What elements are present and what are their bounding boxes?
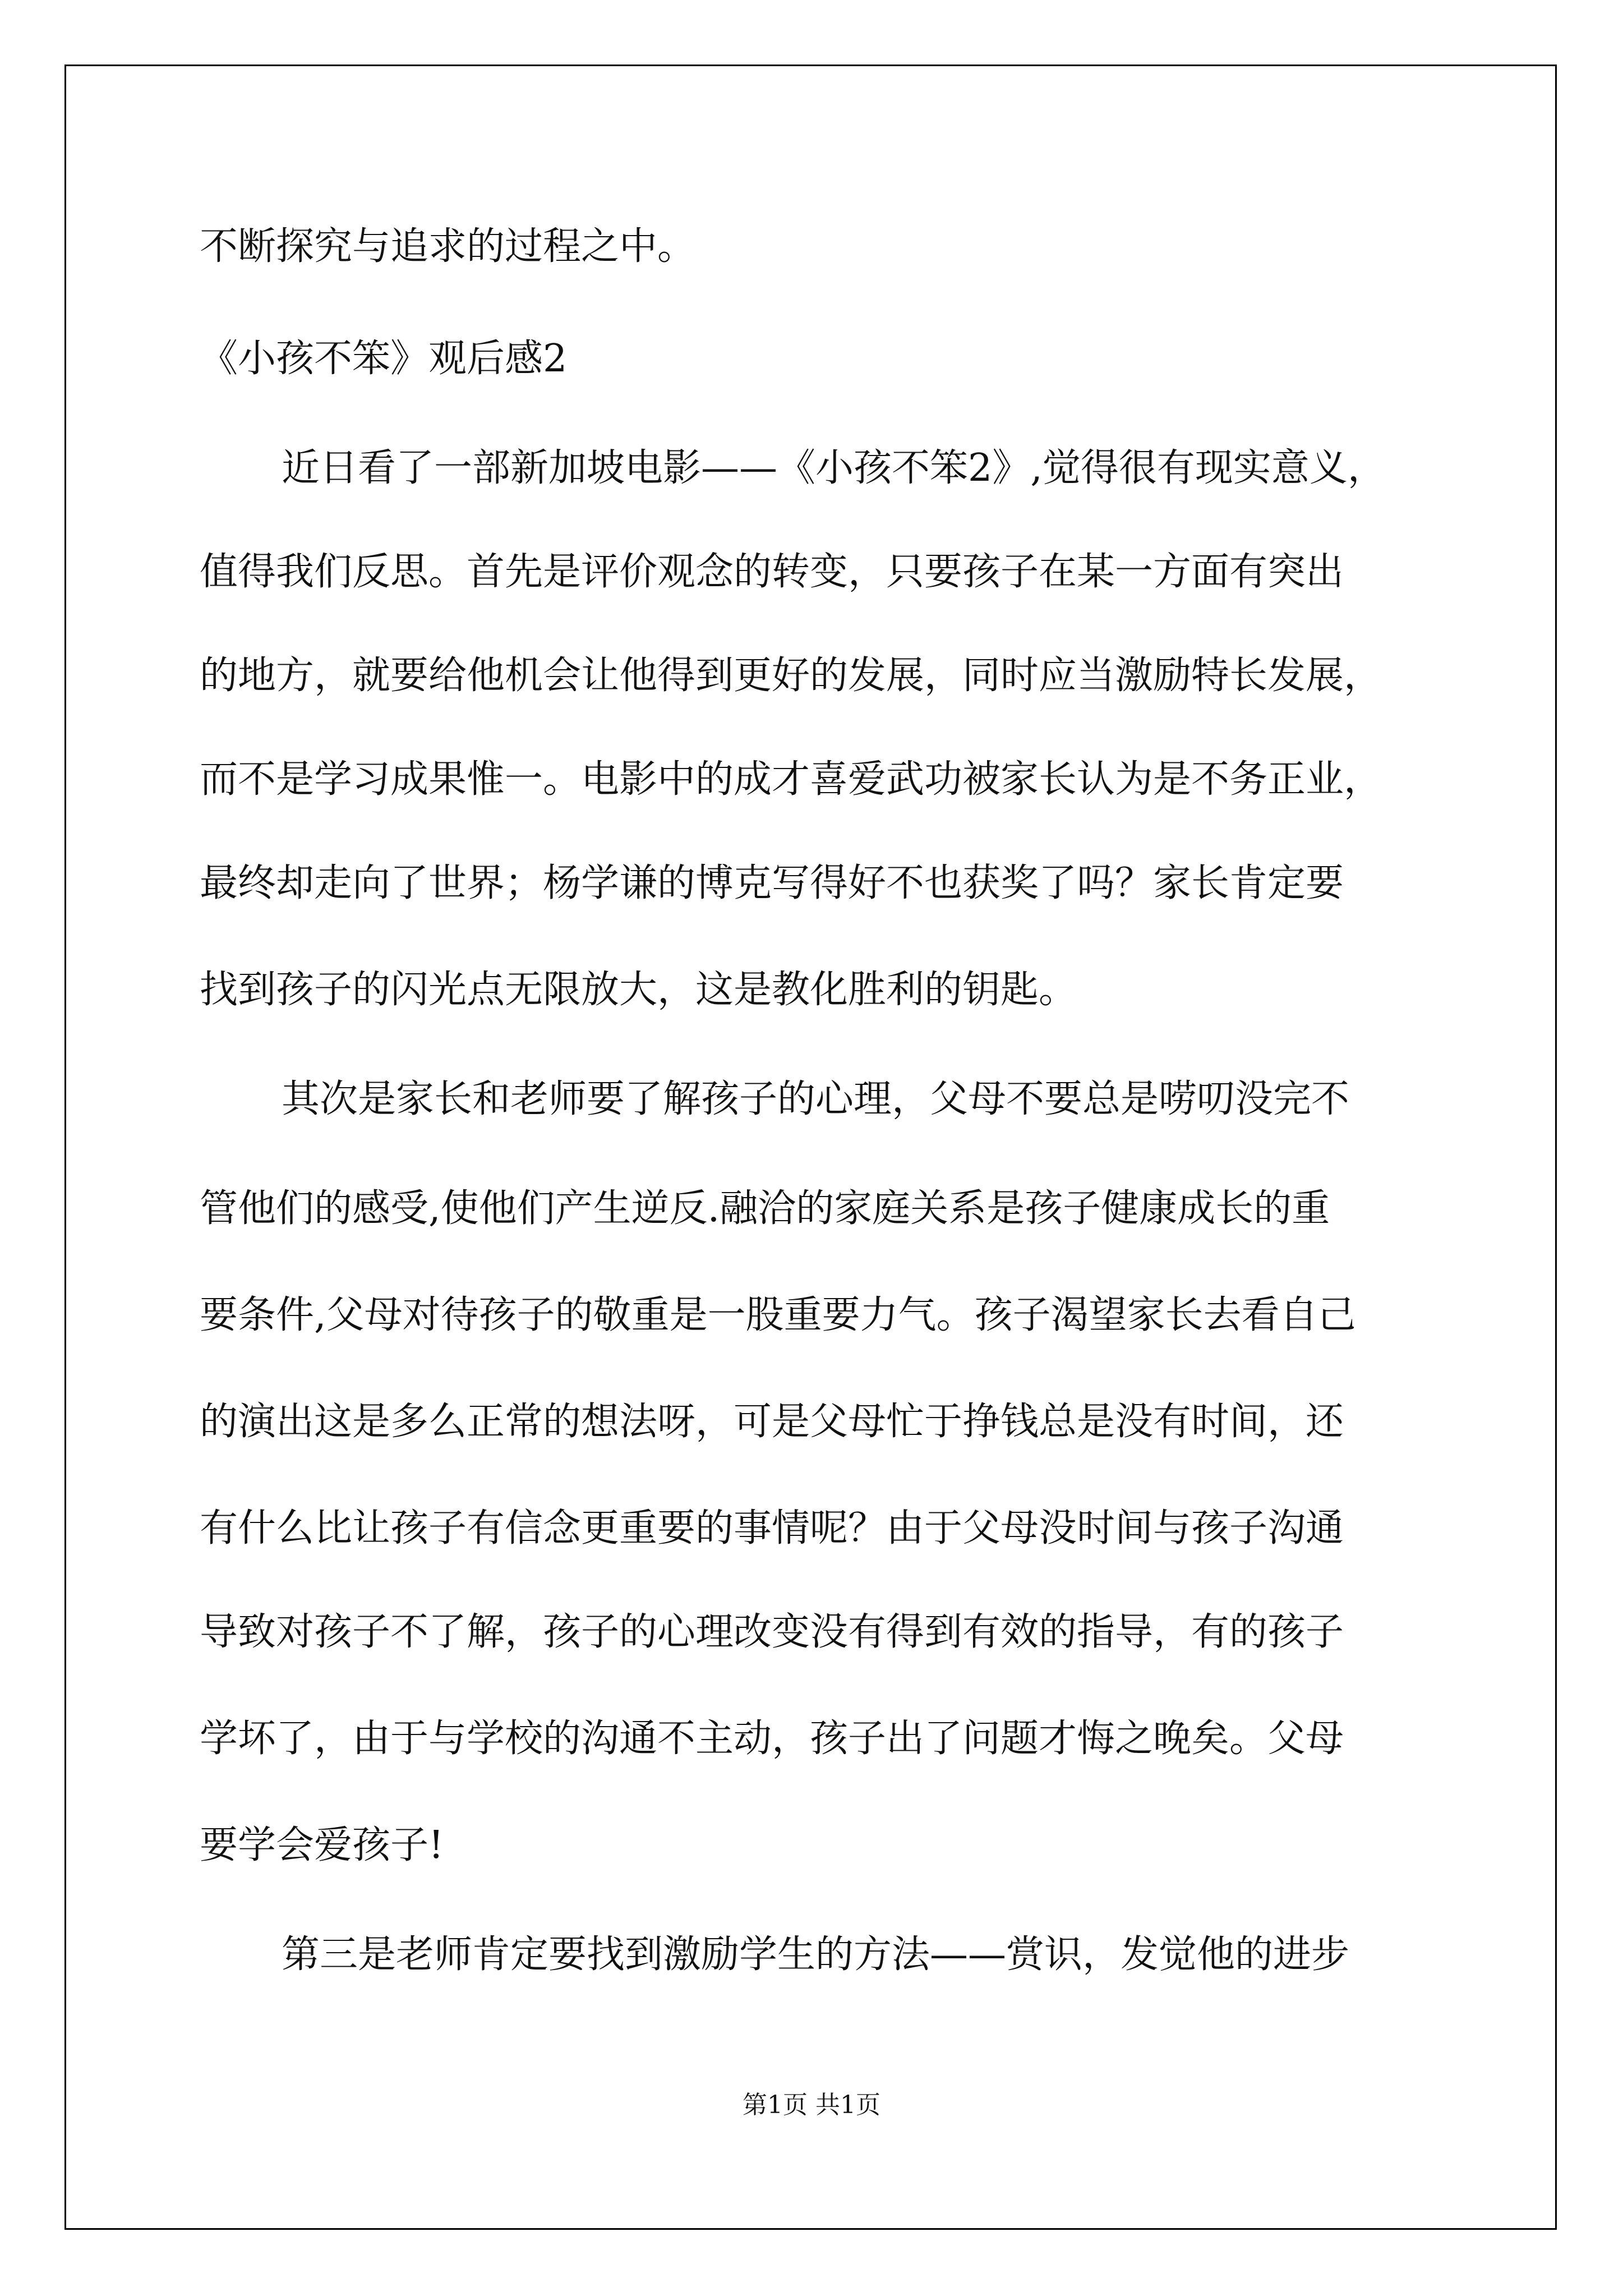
text-line: 不断探究与追求的过程之中。 xyxy=(200,224,696,269)
text-line: 导致对孩子不了解，孩子的心理改变没有得到有效的指导，有的孩子 xyxy=(200,1610,1344,1654)
text-line: 第三是老师肯定要找到激励学生的方法——赏识，发觉他的进步 xyxy=(282,1932,1350,1977)
text-line: 近日看了一部新加坡电影——《小孩不笨2》,觉得很有现实意义， xyxy=(282,446,1386,490)
text-line: 值得我们反思。首先是评价观念的转变，只要孩子在某一方面有突出 xyxy=(200,550,1344,594)
text-line: 的地方，就要给他机会让他得到更好的发展，同时应当激励特长发展， xyxy=(200,654,1382,698)
text-line: 有什么比让孩子有信念更重要的事情呢？由于父母没时间与孩子沟通 xyxy=(200,1506,1344,1550)
text-line: 最终却走向了世界；杨学谦的博克写得好不也获奖了吗？家长肯定要 xyxy=(200,861,1344,905)
text-line: 的演出这是多么正常的想法呀，可是父母忙于挣钱总是没有时间，还 xyxy=(200,1400,1344,1444)
text-line: 找到孩子的闪光点无限放大，这是教化胜利的钥匙。 xyxy=(200,968,1077,1012)
text-line: 其次是家长和老师要了解孩子的心理，父母不要总是唠叨没完不 xyxy=(282,1077,1350,1121)
page-border xyxy=(64,65,1557,2230)
text-line: 要条件,父母对待孩子的敬重是一股重要力气。孩子渴望家长去看自己 xyxy=(200,1293,1356,1337)
page-footer: 第1页 共1页 xyxy=(743,2091,880,2119)
text-line: 管他们的感受,使他们产生逆反.融洽的家庭关系是孩子健康成长的重 xyxy=(200,1186,1330,1231)
text-line: 而不是学习成果惟一。电影中的成才喜爱武功被家长认为是不务正业， xyxy=(200,757,1382,802)
text-line: 要学会爱孩子! xyxy=(200,1823,444,1867)
essay-title: 《小孩不笨》观后感2 xyxy=(200,337,568,381)
text-line: 学坏了，由于与学校的沟通不主动，孩子出了问题才悔之晚矣。父母 xyxy=(200,1717,1344,1761)
